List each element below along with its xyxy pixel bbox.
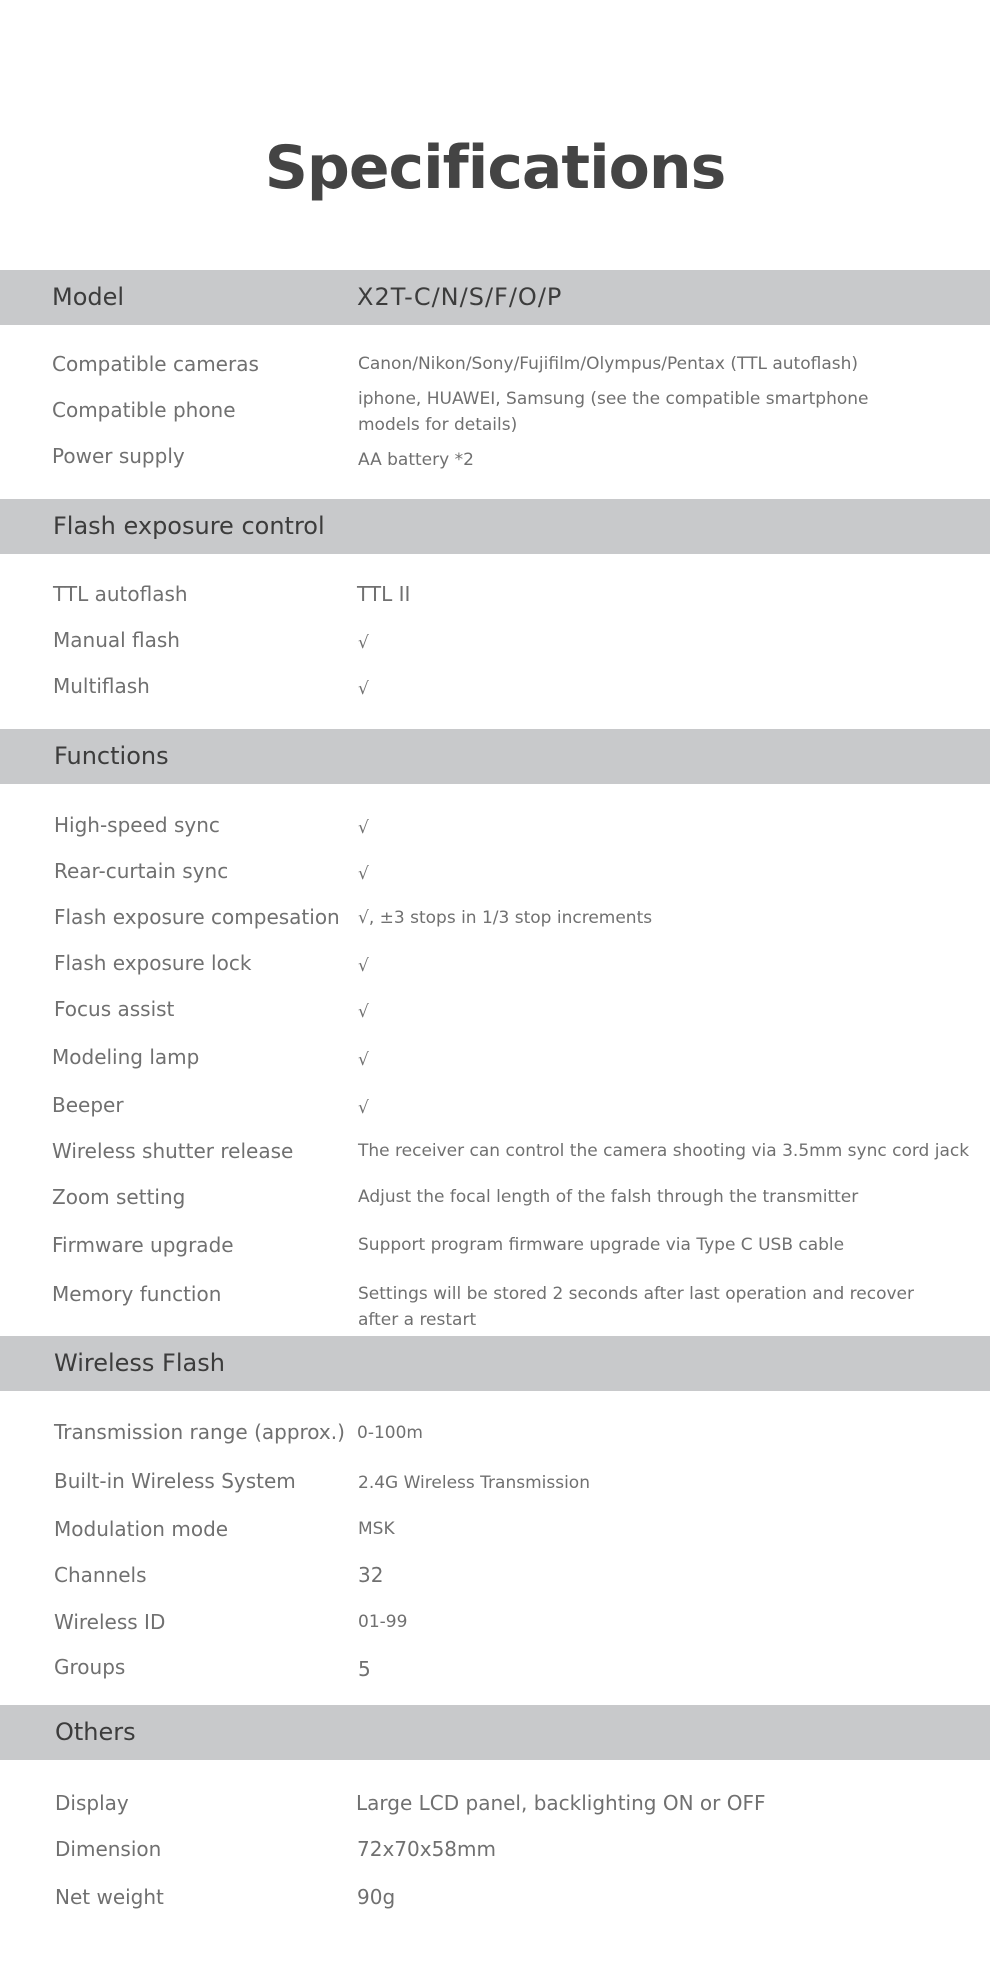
spec-value-firmware-upgrade: Support program firmware upgrade via Type C USB cable — [358, 1235, 845, 1255]
spec-value-modulation-mode: MSK — [358, 1519, 395, 1539]
section-header-wireless-flash — [0, 1336, 990, 1391]
spec-value-high-speed-sync: √ — [358, 818, 369, 838]
spec-label-wireless-shutter-release: Wireless shutter release — [52, 1139, 294, 1163]
spec-value-wireless-id: 01-99 — [358, 1612, 408, 1632]
spec-label-display: Display — [55, 1791, 129, 1815]
spec-value-flash-exposure-lock: √ — [358, 956, 369, 976]
spec-label-manual-flash: Manual flash — [53, 628, 180, 652]
spec-value-ttl-autoflash: TTL II — [357, 582, 411, 606]
spec-label-power-supply: Power supply — [52, 444, 185, 468]
spec-label-transmission-range: Transmission range (approx.) — [54, 1420, 345, 1444]
spec-label-flash-exposure-lock: Flash exposure lock — [54, 951, 252, 975]
spec-value-transmission-range: 0-100m — [357, 1423, 423, 1443]
spec-value-net-weight: 90g — [357, 1885, 396, 1909]
spec-label-ttl-autoflash: TTL autoflash — [53, 582, 188, 606]
spec-label-compatible-cameras: Compatible cameras — [52, 352, 259, 376]
section-header-model — [0, 270, 990, 325]
spec-value-built-in-wireless-system: 2.4G Wireless Transmission — [358, 1473, 590, 1493]
spec-value-focus-assist: √ — [358, 1002, 369, 1022]
spec-label-wireless-id: Wireless ID — [54, 1610, 166, 1634]
page-title: Specifications — [264, 133, 726, 203]
spec-value-wireless-shutter-release: The receiver can control the camera shooting via 3.5mm sync cord jack — [358, 1141, 970, 1161]
section-label: Functions — [54, 742, 169, 770]
spec-label-multiflash: Multiflash — [53, 674, 150, 698]
spec-label-firmware-upgrade: Firmware upgrade — [52, 1233, 234, 1257]
spec-label-beeper: Beeper — [52, 1093, 124, 1117]
spec-value-rear-curtain-sync: √ — [358, 864, 369, 884]
spec-value-modeling-lamp: √ — [358, 1050, 369, 1070]
section-header-functions — [0, 729, 990, 784]
section-label: Wireless Flash — [54, 1349, 225, 1377]
spec-label-high-speed-sync: High-speed sync — [54, 813, 220, 837]
spec-label-rear-curtain-sync: Rear-curtain sync — [54, 859, 229, 883]
spec-value-beeper: √ — [358, 1098, 369, 1118]
spec-label-focus-assist: Focus assist — [54, 997, 175, 1021]
spec-value-power-supply: AA battery *2 — [358, 450, 474, 470]
section-label: Others — [55, 1718, 136, 1746]
spec-value-compatible-cameras: Canon/Nikon/Sony/Fujifilm/Olympus/Pentax (TTL autoflash) — [358, 354, 859, 374]
spec-label-memory-function: Memory function — [52, 1282, 222, 1306]
spec-value-flash-exposure-compesation: √, ±3 stops in 1/3 stop increments — [358, 908, 653, 928]
spec-label-dimension: Dimension — [55, 1837, 162, 1861]
spec-label-net-weight: Net weight — [55, 1885, 164, 1909]
spec-value-dimension: 72x70x58mm — [357, 1837, 496, 1861]
section-label: Model — [52, 283, 125, 311]
spec-label-channels: Channels — [54, 1563, 147, 1587]
spec-label-modeling-lamp: Modeling lamp — [52, 1045, 200, 1069]
spec-value-manual-flash: √ — [358, 633, 369, 653]
spec-label-flash-exposure-compesation: Flash exposure compesation — [54, 905, 340, 929]
spec-label-groups: Groups — [54, 1655, 126, 1679]
spec-label-modulation-mode: Modulation mode — [54, 1517, 229, 1541]
spec-value-display: Large LCD panel, backlighting ON or OFF — [356, 1791, 766, 1815]
spec-value-channels: 32 — [358, 1563, 384, 1587]
spec-label-compatible-phone: Compatible phone — [52, 398, 236, 422]
section-header-others — [0, 1705, 990, 1760]
section-header-flash-exposure-control — [0, 499, 990, 554]
spec-label-zoom-setting: Zoom setting — [52, 1185, 186, 1209]
spec-label-built-in-wireless-system: Built-in Wireless System — [54, 1469, 296, 1493]
spec-value-multiflash: √ — [358, 679, 369, 699]
spec-value-groups: 5 — [358, 1657, 371, 1681]
model-value: X2T-C/N/S/F/O/P — [357, 283, 563, 311]
spec-value-memory-function: Settings will be stored 2 seconds after last operation and recover after a restart — [358, 1284, 914, 1330]
spec-value-compatible-phone: iphone, HUAWEI, Samsung (see the compatible smartphone models for details) — [358, 389, 869, 435]
spec-value-zoom-setting: Adjust the focal length of the falsh through the transmitter — [358, 1187, 859, 1207]
section-label: Flash exposure control — [53, 512, 325, 540]
